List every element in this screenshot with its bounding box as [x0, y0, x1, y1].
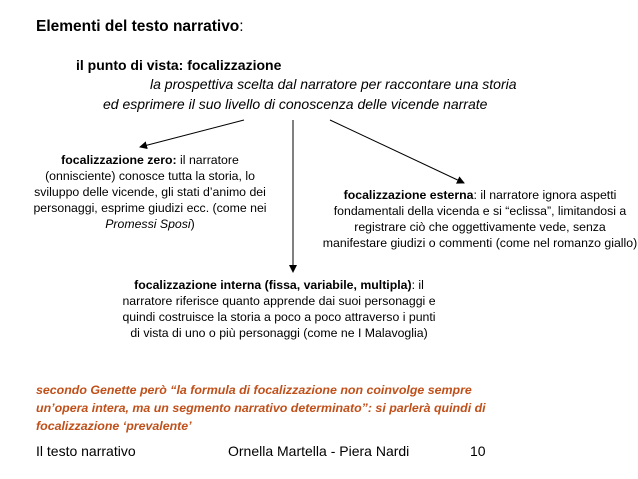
- box-focalizzazione-zero: [30, 152, 270, 232]
- intro-line-2: la prospettiva scelta dal narratore per raccontare una storia: [150, 76, 517, 92]
- interna-label: focalizzazione interna (fissa, variabile, multipla): [134, 278, 412, 292]
- note-line-1: secondo Genette però “la formula di focalizzazione non coinvolge sempre: [36, 383, 472, 397]
- interna-text: : il narratore riferisce quanto apprende dai suoi personaggi e quindi costruisce la storia a poco a poco attraverso i punti di vista di uno o più personaggi (come ne I Malavoglia): [122, 278, 436, 340]
- footer-title: Il testo narrativo: [36, 443, 136, 459]
- box-focalizzazione-interna: [118, 277, 440, 341]
- esterna-text: : il narratore ignora aspetti fondamentali della vicenda e si “eclissa”, limitandosi a registrare ciò che oggettivamente vede, senza manifestare giudizi o commenti (come nel romanzo giallo): [322, 188, 638, 250]
- genette-note: [36, 381, 616, 435]
- page-number: 10: [470, 443, 486, 459]
- esterna-label: focalizzazione esterna: [343, 188, 474, 202]
- footer: [0, 443, 638, 465]
- note-line-2: un’opera intera, ma un segmento narrativo determinato”: si parlerà quindi di: [36, 401, 486, 415]
- box-focalizzazione-esterna: [322, 187, 638, 251]
- zero-label: focalizzazione zero:: [61, 153, 177, 167]
- zero-text: il narratore (onnisciente) conosce tutta la storia, lo sviluppo delle vicende, gli stati d’animo dei personaggi, esprime giudizi ecc. (come nei: [33, 153, 267, 215]
- zero-book-title: Promessi Sposi: [105, 217, 191, 231]
- footer-authors: Ornella Martella - Piera Nardi: [228, 443, 410, 459]
- intro-line-1: il punto di vista: focalizzazione: [76, 57, 282, 73]
- intro-line-3: ed esprimere il suo livello di conoscenza delle vicende narrate: [103, 96, 488, 112]
- arrow-to-esterna: [330, 120, 464, 183]
- page-title: Elementi del testo narrativo:: [36, 18, 244, 35]
- note-line-3: focalizzazione ‘prevalente’: [36, 419, 192, 433]
- arrow-to-zero: [140, 120, 244, 147]
- zero-text-end: ): [190, 217, 195, 231]
